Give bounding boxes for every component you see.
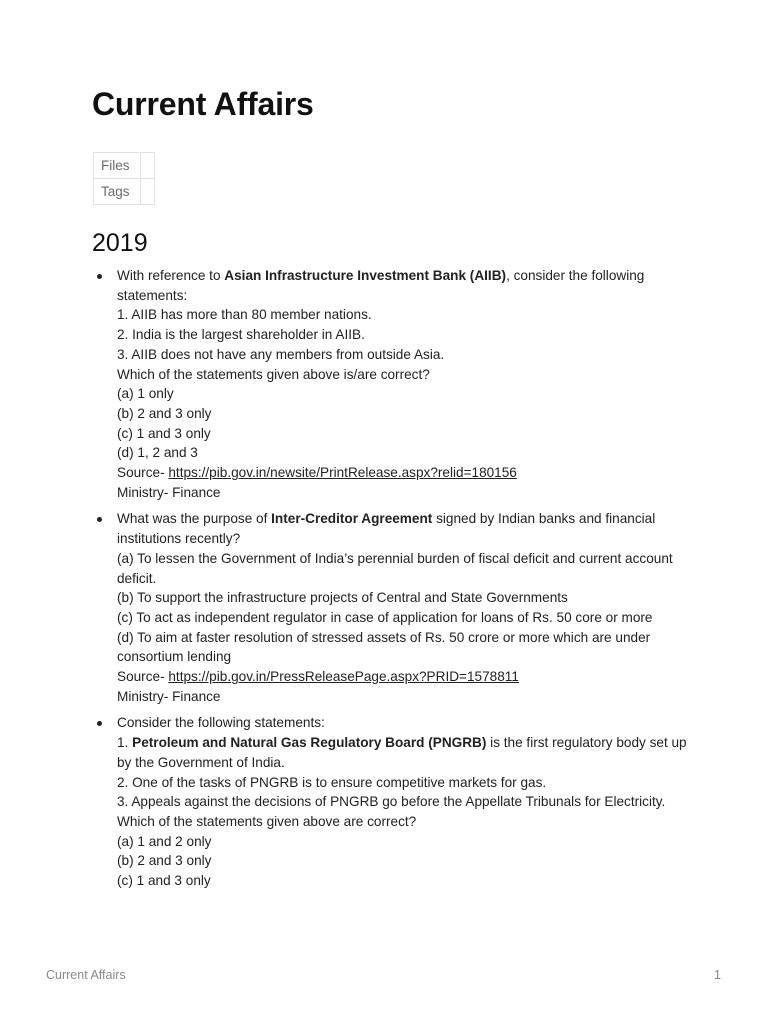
intro-bold-term: Inter-Creditor Agreement xyxy=(271,511,433,527)
option-line: (b) To support the infrastructure projects of Central and State Governments xyxy=(117,590,568,606)
source-link[interactable]: https://pib.gov.in/PressReleasePage.aspx?PRID=1578811 xyxy=(168,669,519,685)
option-line: (c) To act as independent regulator in case of application for loans of Rs. 50 core or more xyxy=(117,609,653,625)
option-line: (b) 2 and 3 only xyxy=(117,853,212,869)
property-row-tags xyxy=(94,179,155,205)
source-label: Source- xyxy=(117,465,169,481)
question-intro xyxy=(117,266,692,305)
ministry-line: Ministry- Finance xyxy=(117,688,221,704)
option-line: (a) 1 only xyxy=(117,386,174,402)
property-key-tags: Tags xyxy=(94,179,141,205)
property-key-files: Files xyxy=(94,153,141,179)
question-line: 3. AIIB does not have any members from outside Asia. xyxy=(117,346,445,362)
option-line: (b) 2 and 3 only xyxy=(117,405,212,421)
option-line: (d) To aim at faster resolution of stressed assets of Rs. 50 crore or more which are under consortium lending xyxy=(117,629,651,665)
question-intro xyxy=(117,509,692,548)
bullet-icon xyxy=(97,274,102,279)
source-line xyxy=(117,667,692,687)
property-value-files xyxy=(141,153,155,179)
intro-text-end: signed by Indian banks and financial institutions recently? xyxy=(117,511,656,547)
question-item xyxy=(92,266,692,502)
intro-bold-term: Asian Infrastructure Investment Bank (AIIB) xyxy=(224,268,507,283)
property-row-files xyxy=(94,153,155,179)
source-link[interactable]: https://pib.gov.in/newsite/PrintRelease.aspx?relid=180156 xyxy=(168,465,517,481)
question-line: Which of the statements given above are correct? xyxy=(117,813,417,829)
option-line: (a) To lessen the Government of India’s perennial burden of fiscal deficit and current account deficit. xyxy=(117,550,673,586)
question-line: Which of the statements given above is/are correct? xyxy=(117,366,430,382)
intro-text-end: , consider the following statements: xyxy=(117,268,645,303)
page-title: Current Affairs xyxy=(92,86,314,122)
question-line: 3. Appeals against the decisions of PNGRB go before the Appellate Tribunals for Electricity. xyxy=(117,794,666,810)
question-line: 1. AIIB has more than 80 member nations. xyxy=(117,307,372,323)
option-line: (d) 1, 2 and 3 xyxy=(117,445,198,461)
intro-text: With reference to xyxy=(117,268,225,283)
question-line: 2. One of the tasks of PNGRB is to ensure competitive markets for gas. xyxy=(117,774,547,790)
question-list xyxy=(92,266,692,898)
question-item xyxy=(92,713,692,890)
statement-bold-term: Petroleum and Natural Gas Regulatory Board (PNGRB) xyxy=(132,735,487,751)
source-label: Source- xyxy=(117,669,169,685)
ministry-line: Ministry- Finance xyxy=(117,484,221,500)
bullet-icon xyxy=(97,721,102,726)
section-heading: 2019 xyxy=(92,229,148,257)
statement-number: 1. xyxy=(117,735,133,751)
option-line: (c) 1 and 3 only xyxy=(117,873,211,889)
intro-text: What was the purpose of xyxy=(117,511,272,527)
footer-title: Current Affairs xyxy=(46,968,126,982)
question-line: 2. India is the largest shareholder in AIIB. xyxy=(117,327,365,343)
properties-table xyxy=(93,152,155,205)
option-line: (c) 1 and 3 only xyxy=(117,425,211,441)
property-value-tags xyxy=(141,179,155,205)
page-number: 1 xyxy=(714,968,721,982)
statement-text-end: is the first regulatory body set up by the Government of India. xyxy=(117,735,687,770)
option-line: (a) 1 and 2 only xyxy=(117,833,212,849)
source-line xyxy=(117,463,692,483)
question-item xyxy=(92,509,692,706)
bullet-icon xyxy=(97,517,102,522)
question-line xyxy=(117,733,692,772)
question-intro: Consider the following statements: xyxy=(117,715,325,731)
